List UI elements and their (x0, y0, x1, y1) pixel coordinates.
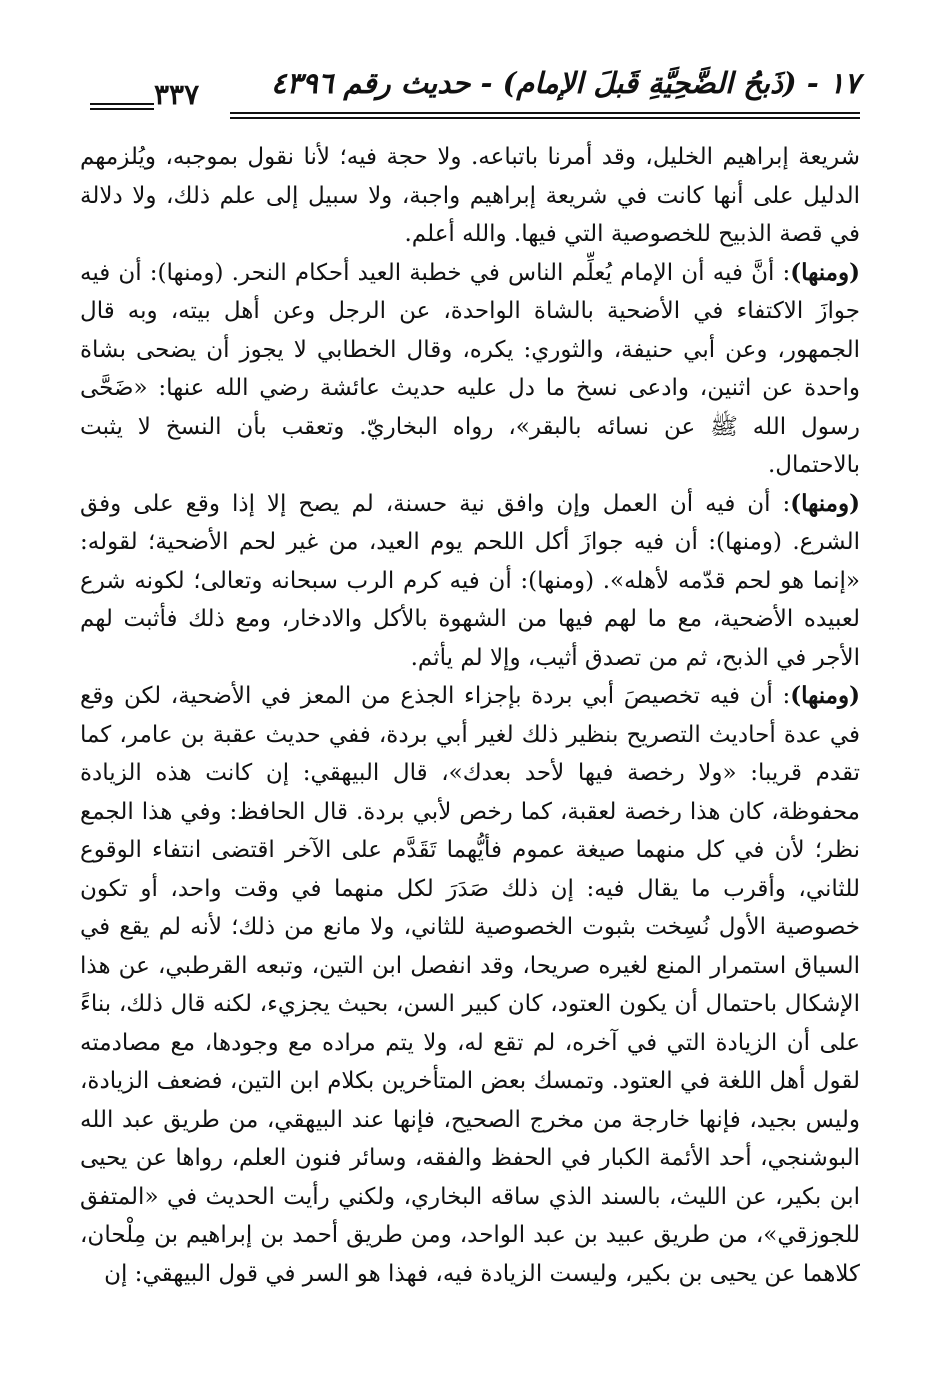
paragraph (80, 138, 860, 254)
paragraph (80, 485, 860, 678)
paragraph-lead: (ومنها) (790, 258, 860, 286)
chapter-title: ١٧ - (ذَبحُ الضَّحِيَّةِ قَبلَ الإمام) - حديث رقم ٤٣٩٦ (271, 66, 860, 100)
paragraph-text: : أن فيه أن العمل وإن وافق نية حسنة، لم يصح إلا إذا وقع على وفق الشرع. (ومنها): أن فيه جوازَ أكل اللحم يوم العيد، من غير لحم الأضحية؛ لقوله: «إنما هو لحم قدّمه لأهله». (ومنها): أن فيه كرم الرب سبحانه وتعالى؛ لكونه شرع لعبيده الأضحية، مع ما لهم فيها من الشهوة بالأكل والادخار، ومع ذلك فأثبت لهم الأجر في الذبح، ثم من تصدق أثيب، وإلا لم يأثم. (80, 490, 860, 671)
paragraph-text: : أنَّ فيه أن الإمام يُعلِّم الناس في خطبة العيد أحكام النحر. (ومنها): أن فيه جوازَ الاكتفاء في الأضحية بالشاة الواحدة، عن الرجل وعن أهل بيته، وبه قال الجمهور، وعن أبي حنيفة، والثوري: يكره، وقال الخطابي لا يجوز أن يضحى بشاة واحدة عن اثنين، وادعى نسخ ما دل عليه حديث عائشة رضي الله عنها: «ضَحَّى رسول الله ﷺ عن نسائه بالبقر»، رواه البخاريّ. وتعقب بأن النسخ لا يثبت بالاحتمال. (80, 259, 860, 478)
paragraph-text: : أن فيه تخصيصَ أبي بردة بإجزاء الجذع من المعز في الأضحية، لكن وقع في عدة أحاديث التصريح بنظير ذلك لغير أبي بردة، ففي حديث عقبة بن عامر، كما تقدم قريبا: «ولا رخصة فيها لأحد بعدك»، قال البيهقي: إن كانت هذه الزيادة محفوظة، كان هذا رخصة لعقبة، كما رخص لأبي بردة. قال الحافظ: وفي هذا الجمع نظر؛ لأن في كل منهما صيغة عموم فأيُّهما تَقَدَّم على الآخر اقتضى انتفاء الوقوع للثاني، وأقرب ما يقال فيه: إن ذلك صَدَرَ لكل منهما في وقت واحد، أو تكون خصوصية الأول نُسِخت بثبوت الخصوصية للثاني، ولا مانع من ذلك؛ لأنه لم يقع في السياق استمرار المنع لغيره صريحا، وقد انفصل ابن التين، وتبعه القرطبي، عن هذا الإشكال باحتمال أن يكون العتود، كان كبير السن، بحيث يجزيء، لكنه قال ذلك، بناءً على أن الزيادة التي في آخره، لم تقع له، ولا يتم مراده مع وجودها، مع مصادمته لقول أهل اللغة في العتود. وتمسك بعض المتأخرين بكلام ابن التين، فضعف الزيادة، وليس بجيد، فإنها خارجة من مخرج الصحيح، فإنها عند البيهقي، من طريق عبد الله البوشنجي، أحد الأئمة الكبار في الحفظ والفقه، وسائر فنون العلم، رواها عن يحيى ابن بكير، عن الليث، بالسند الذي ساقه البخاري، ولكني رأيت الحديث في «المتفق للجوزقي»، من طريق عبيد بن عبد الواحد، ومن طريق أحمد بن إبراهيم بن مِلْحان، كلاهما عن يحيى بن بكير، وليست الزيادة فيه، فهذا هو السر في قول البيهقي: إن (80, 683, 860, 1287)
paragraph-lead: (ومنها) (790, 682, 860, 709)
page-body (80, 138, 860, 1293)
paragraph (80, 677, 860, 1293)
paragraph (80, 254, 860, 485)
header-rule (230, 112, 860, 119)
page-number-rule (90, 103, 154, 110)
paragraph-lead: (ومنها) (790, 489, 860, 517)
page-header (80, 58, 860, 118)
paragraph-text: شريعة إبراهيم الخليل، وقد أمرنا باتباعه. ولا حجة فيه؛ لأنا نقول بموجبه، ويُلزمهم الدليل على أنها كانت في شريعة إبراهيم واجبة، ولا سبيل إلى علم ذلك، ولا دلالة في قصة الذبيح للخصوصية التي فيها. والله أعلم. (80, 144, 860, 247)
page-number: ٣٣٧ (154, 78, 200, 111)
